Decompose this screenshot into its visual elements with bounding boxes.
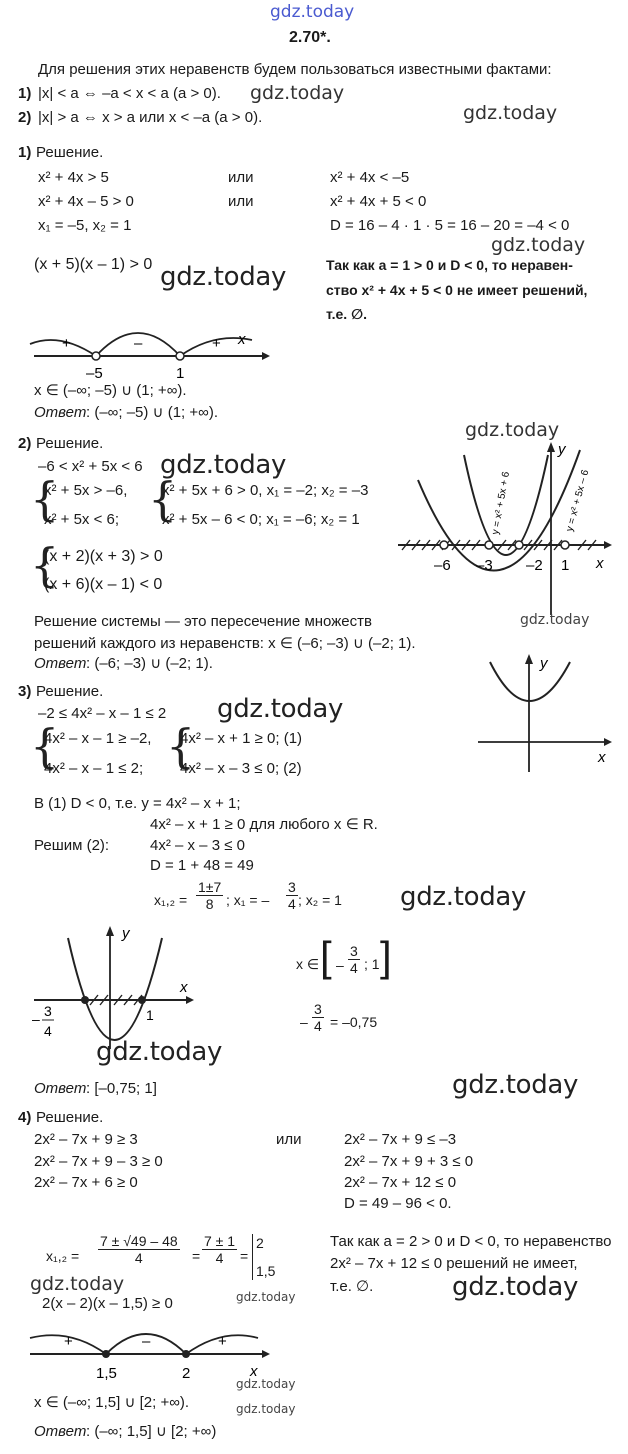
part4-note-1: Так как a = 2 > 0 и D < 0, то неравенство <box>330 1233 612 1250</box>
part4-note-2: 2x² – 7x + 12 ≤ 0 решений не имеет, <box>330 1255 578 1272</box>
minus-sign: – <box>336 957 344 973</box>
sign-minus: – <box>134 335 143 352</box>
part1-solution: x ∈ (–∞; –5) ∪ (1; +∞). <box>34 382 187 399</box>
curve-label: y = x² + 5x + 6 <box>490 470 513 536</box>
fraction <box>312 1002 324 1033</box>
part3-sys2-a: 4x² – x + 1 ≥ 0; (1) <box>180 730 303 747</box>
part1-or-2: или <box>228 193 254 210</box>
sign-plus: + <box>212 335 221 352</box>
tick-label: 1,5 <box>96 1365 117 1382</box>
part2-heading: Решение. <box>36 435 104 452</box>
minus-sign: – <box>300 1014 308 1030</box>
problem-number: 2.70*. <box>289 29 331 46</box>
part1-left-2: x² + 4x – 5 > 0 <box>38 193 134 210</box>
part3-roots-end: ; x₂ = 1 <box>298 892 342 908</box>
tick-label: 4 <box>44 1023 52 1039</box>
numerator: 3 <box>288 879 296 895</box>
watermark: gdz.today <box>250 82 345 104</box>
tick-label: –5 <box>86 365 103 382</box>
part2-sys3-b: (x + 6)(x – 1) < 0 <box>44 576 163 593</box>
watermark: gdz.today <box>465 419 560 441</box>
root-value: 1,5 <box>256 1263 276 1279</box>
part3-line-2: 4x² – x + 1 ≥ 0 для любого x ∈ R. <box>150 816 378 833</box>
part4-right-3: 2x² – 7x + 12 ≤ 0 <box>344 1174 457 1191</box>
part4-roots-lhs: x₁,₂ = <box>46 1248 80 1264</box>
fact2-text: |x| > a ⇔ x > a или x < –a (a > 0). <box>38 109 263 126</box>
denominator: 4 <box>288 896 296 912</box>
part4-solution: x ∈ (–∞; 1,5] ∪ [2; +∞). <box>34 1394 190 1411</box>
part4-right-4: D = 49 – 96 < 0. <box>344 1195 452 1212</box>
part3-small-graph <box>478 650 618 775</box>
watermark: gdz.today <box>30 1273 125 1295</box>
root-value: 2 <box>256 1235 264 1251</box>
part4-note-3: т.е. ∅. <box>330 1278 374 1295</box>
watermark: gdz.today <box>520 612 590 628</box>
watermark: gdz.today <box>463 102 558 124</box>
part2-sys3-a: (x + 2)(x + 3) > 0 <box>44 548 163 565</box>
part3-graph <box>30 924 210 1054</box>
axis-label: x <box>180 979 188 996</box>
tick-label: 3 <box>44 1003 52 1019</box>
part1-number-line <box>0 318 280 380</box>
tick-label: 1 <box>561 557 570 574</box>
system-brace: { <box>30 538 60 592</box>
site-watermark-top: gdz.today <box>270 2 355 22</box>
watermark: gdz.today <box>236 1402 296 1416</box>
watermark: gdz.today <box>236 1290 296 1304</box>
part3-heading: Решение. <box>36 683 104 700</box>
fact1-text: |x| < a ⇔ –a < x < a (a > 0). <box>38 85 221 102</box>
denominator: 4 <box>215 1250 224 1266</box>
denominator: 4 <box>350 960 358 976</box>
sign-minus: – <box>142 1333 151 1350</box>
part3-solve-1: 4x² – x – 3 ≤ 0 <box>150 837 245 854</box>
part1-right-2: x² + 4x + 5 < 0 <box>330 193 427 210</box>
part1-factored: (x + 5)(x – 1) > 0 <box>34 256 153 273</box>
intro-text: Для решения этих неравенств будем пользоваться известными фактами: <box>38 61 552 78</box>
part3-sys1-b: 4x² – x – 1 ≤ 2; <box>44 760 144 777</box>
part2-sys2-b: x² + 5x – 6 < 0; x₁ = –6; x₂ = 1 <box>162 511 360 528</box>
system-brace: { <box>166 719 196 773</box>
sign-plus: + <box>62 335 71 352</box>
watermark: gdz.today <box>160 450 287 480</box>
part4-left-3: 2x² – 7x + 6 ≥ 0 <box>34 1174 138 1191</box>
part4-factored: 2(x – 2)(x – 1,5) ≥ 0 <box>42 1295 173 1312</box>
equals-sign: = <box>192 1248 201 1264</box>
fact2-number: 2) <box>18 109 32 126</box>
denominator: 8 <box>205 896 214 912</box>
part1-discriminant: D = 16 – 4 · 1 · 5 = 16 – 20 = –4 < 0 <box>330 217 570 234</box>
system-brace: { <box>30 472 60 526</box>
part1-note-2: ство x² + 4x + 5 < 0 не имеет решений, <box>326 282 588 298</box>
axis-label: y <box>558 441 566 458</box>
part3-ineq: –2 ≤ 4x² – x – 1 ≤ 2 <box>38 705 167 722</box>
fact1-number: 1) <box>18 85 32 102</box>
part2-text-2: решений каждого из неравенств: x ∈ (–6; –3) ∪ (–2; 1). <box>34 635 416 652</box>
part1-note-3: т.е. ∅. <box>326 306 367 322</box>
axis-label: x <box>596 555 604 572</box>
axis-label: y <box>540 655 548 672</box>
part4-left-2: 2x² – 7x + 9 – 3 ≥ 0 <box>34 1153 163 1170</box>
part1-number: 1) <box>18 144 32 161</box>
part1-left-1: x² + 4x > 5 <box>38 169 109 186</box>
part3-sys2-b: 4x² – x – 3 ≤ 0; (2) <box>180 760 302 777</box>
axis-label: x <box>598 749 606 766</box>
answer-label: Ответ <box>34 404 87 421</box>
part2-text-1: Решение системы — это пересечение множеств <box>34 613 372 630</box>
part2-graph <box>398 440 626 620</box>
curve-label: y = x² + 5x – 6 <box>564 468 592 533</box>
part3-solve-2: D = 1 + 48 = 49 <box>150 857 254 874</box>
numerator: 7 ± √49 – 48 <box>100 1233 178 1249</box>
tick-label: –3 <box>476 557 493 574</box>
tick-label: 1 <box>146 1007 154 1023</box>
tick-label: 2 <box>182 1365 191 1382</box>
part1-or-1: или <box>228 169 254 186</box>
watermark: gdz.today <box>236 1377 296 1391</box>
sign-plus: + <box>218 1333 227 1350</box>
part2-ineq: –6 < x² + 5x < 6 <box>38 458 143 475</box>
fraction <box>286 880 298 911</box>
numerator: 3 <box>314 1001 322 1017</box>
system-brace: { <box>30 719 60 773</box>
watermark: gdz.today <box>452 1272 579 1302</box>
part3-interval-lhs: x ∈ <box>296 956 320 972</box>
axis-label: x <box>238 331 246 348</box>
part4-heading: Решение. <box>36 1109 104 1126</box>
watermark: gdz.today <box>400 882 527 912</box>
tick-label: –2 <box>526 557 543 574</box>
watermark: gdz.today <box>217 694 344 724</box>
part2-sys2-a: x² + 5x + 6 > 0, x₁ = –2; x₂ = –3 <box>162 482 369 499</box>
part1-roots: x₁ = –5, x₂ = 1 <box>38 217 132 234</box>
part4-number: 4) <box>18 1109 32 1126</box>
part2-sys1-a: x² + 5x > –6, <box>44 482 128 499</box>
part2-number: 2) <box>18 435 32 452</box>
part4-right-2: 2x² – 7x + 9 + 3 ≤ 0 <box>344 1153 474 1170</box>
fraction <box>348 944 360 975</box>
part1-heading: Решение. <box>36 144 104 161</box>
tick-label: –6 <box>434 557 451 574</box>
numerator: 3 <box>350 943 358 959</box>
denominator: 4 <box>134 1250 143 1266</box>
sign-plus: + <box>64 1333 73 1350</box>
part3-eq-rhs: = –0,75 <box>330 1014 378 1030</box>
part4-left-1: 2x² – 7x + 9 ≥ 3 <box>34 1131 138 1148</box>
part4-right-1: 2x² – 7x + 9 ≤ –3 <box>344 1131 457 1148</box>
fraction <box>98 1234 180 1265</box>
part4-answer: : (–∞; 1,5] ∪ [2; +∞) <box>86 1423 217 1440</box>
watermark: gdz.today <box>160 262 287 292</box>
part3-sys1-a: 4x² – x – 1 ≥ –2, <box>44 730 152 747</box>
answer-label: Ответ <box>34 1423 87 1440</box>
system-brace: { <box>148 472 178 526</box>
equals-sign: = <box>240 1248 249 1264</box>
divider <box>252 1234 253 1280</box>
part3-roots-mid: ; x₁ = – <box>226 892 270 908</box>
watermark: gdz.today <box>491 234 586 256</box>
part2-sys1-b: x² + 5x < 6; <box>44 511 120 528</box>
answer-label: Ответ <box>34 655 87 672</box>
part3-interval-end: ; 1 <box>364 956 380 972</box>
watermark: gdz.today <box>96 1037 223 1067</box>
part2-answer: : (–6; –3) ∪ (–2; 1). <box>86 655 213 672</box>
answer-label: Ответ <box>34 1080 87 1097</box>
part1-answer: : (–∞; –5) ∪ (1; +∞). <box>86 404 218 421</box>
part3-solve-label: Решим (2): <box>34 837 110 854</box>
numerator: 1±7 <box>198 879 222 895</box>
part3-number: 3) <box>18 683 32 700</box>
watermark: gdz.today <box>452 1070 579 1100</box>
part1-note-1: Так как a = 1 > 0 и D < 0, то неравен- <box>326 257 573 273</box>
part4-or-1: или <box>276 1131 302 1148</box>
bracket: ] <box>380 933 392 980</box>
fraction <box>202 1234 237 1265</box>
fraction <box>196 880 223 911</box>
tick-label: – <box>32 1011 40 1027</box>
part3-answer: : [–0,75; 1] <box>86 1080 157 1097</box>
part3-roots-lhs: x₁,₂ = <box>154 892 188 908</box>
part3-line-1: В (1) D < 0, т.е. y = 4x² – x + 1; <box>34 795 241 812</box>
axis-label: x <box>250 1363 258 1380</box>
bracket: [ <box>320 933 332 980</box>
part1-right-1: x² + 4x < –5 <box>330 169 410 186</box>
axis-label: y <box>122 925 130 942</box>
tick-label: 1 <box>176 365 185 382</box>
numerator: 7 ± 1 <box>204 1233 236 1249</box>
denominator: 4 <box>314 1018 322 1034</box>
